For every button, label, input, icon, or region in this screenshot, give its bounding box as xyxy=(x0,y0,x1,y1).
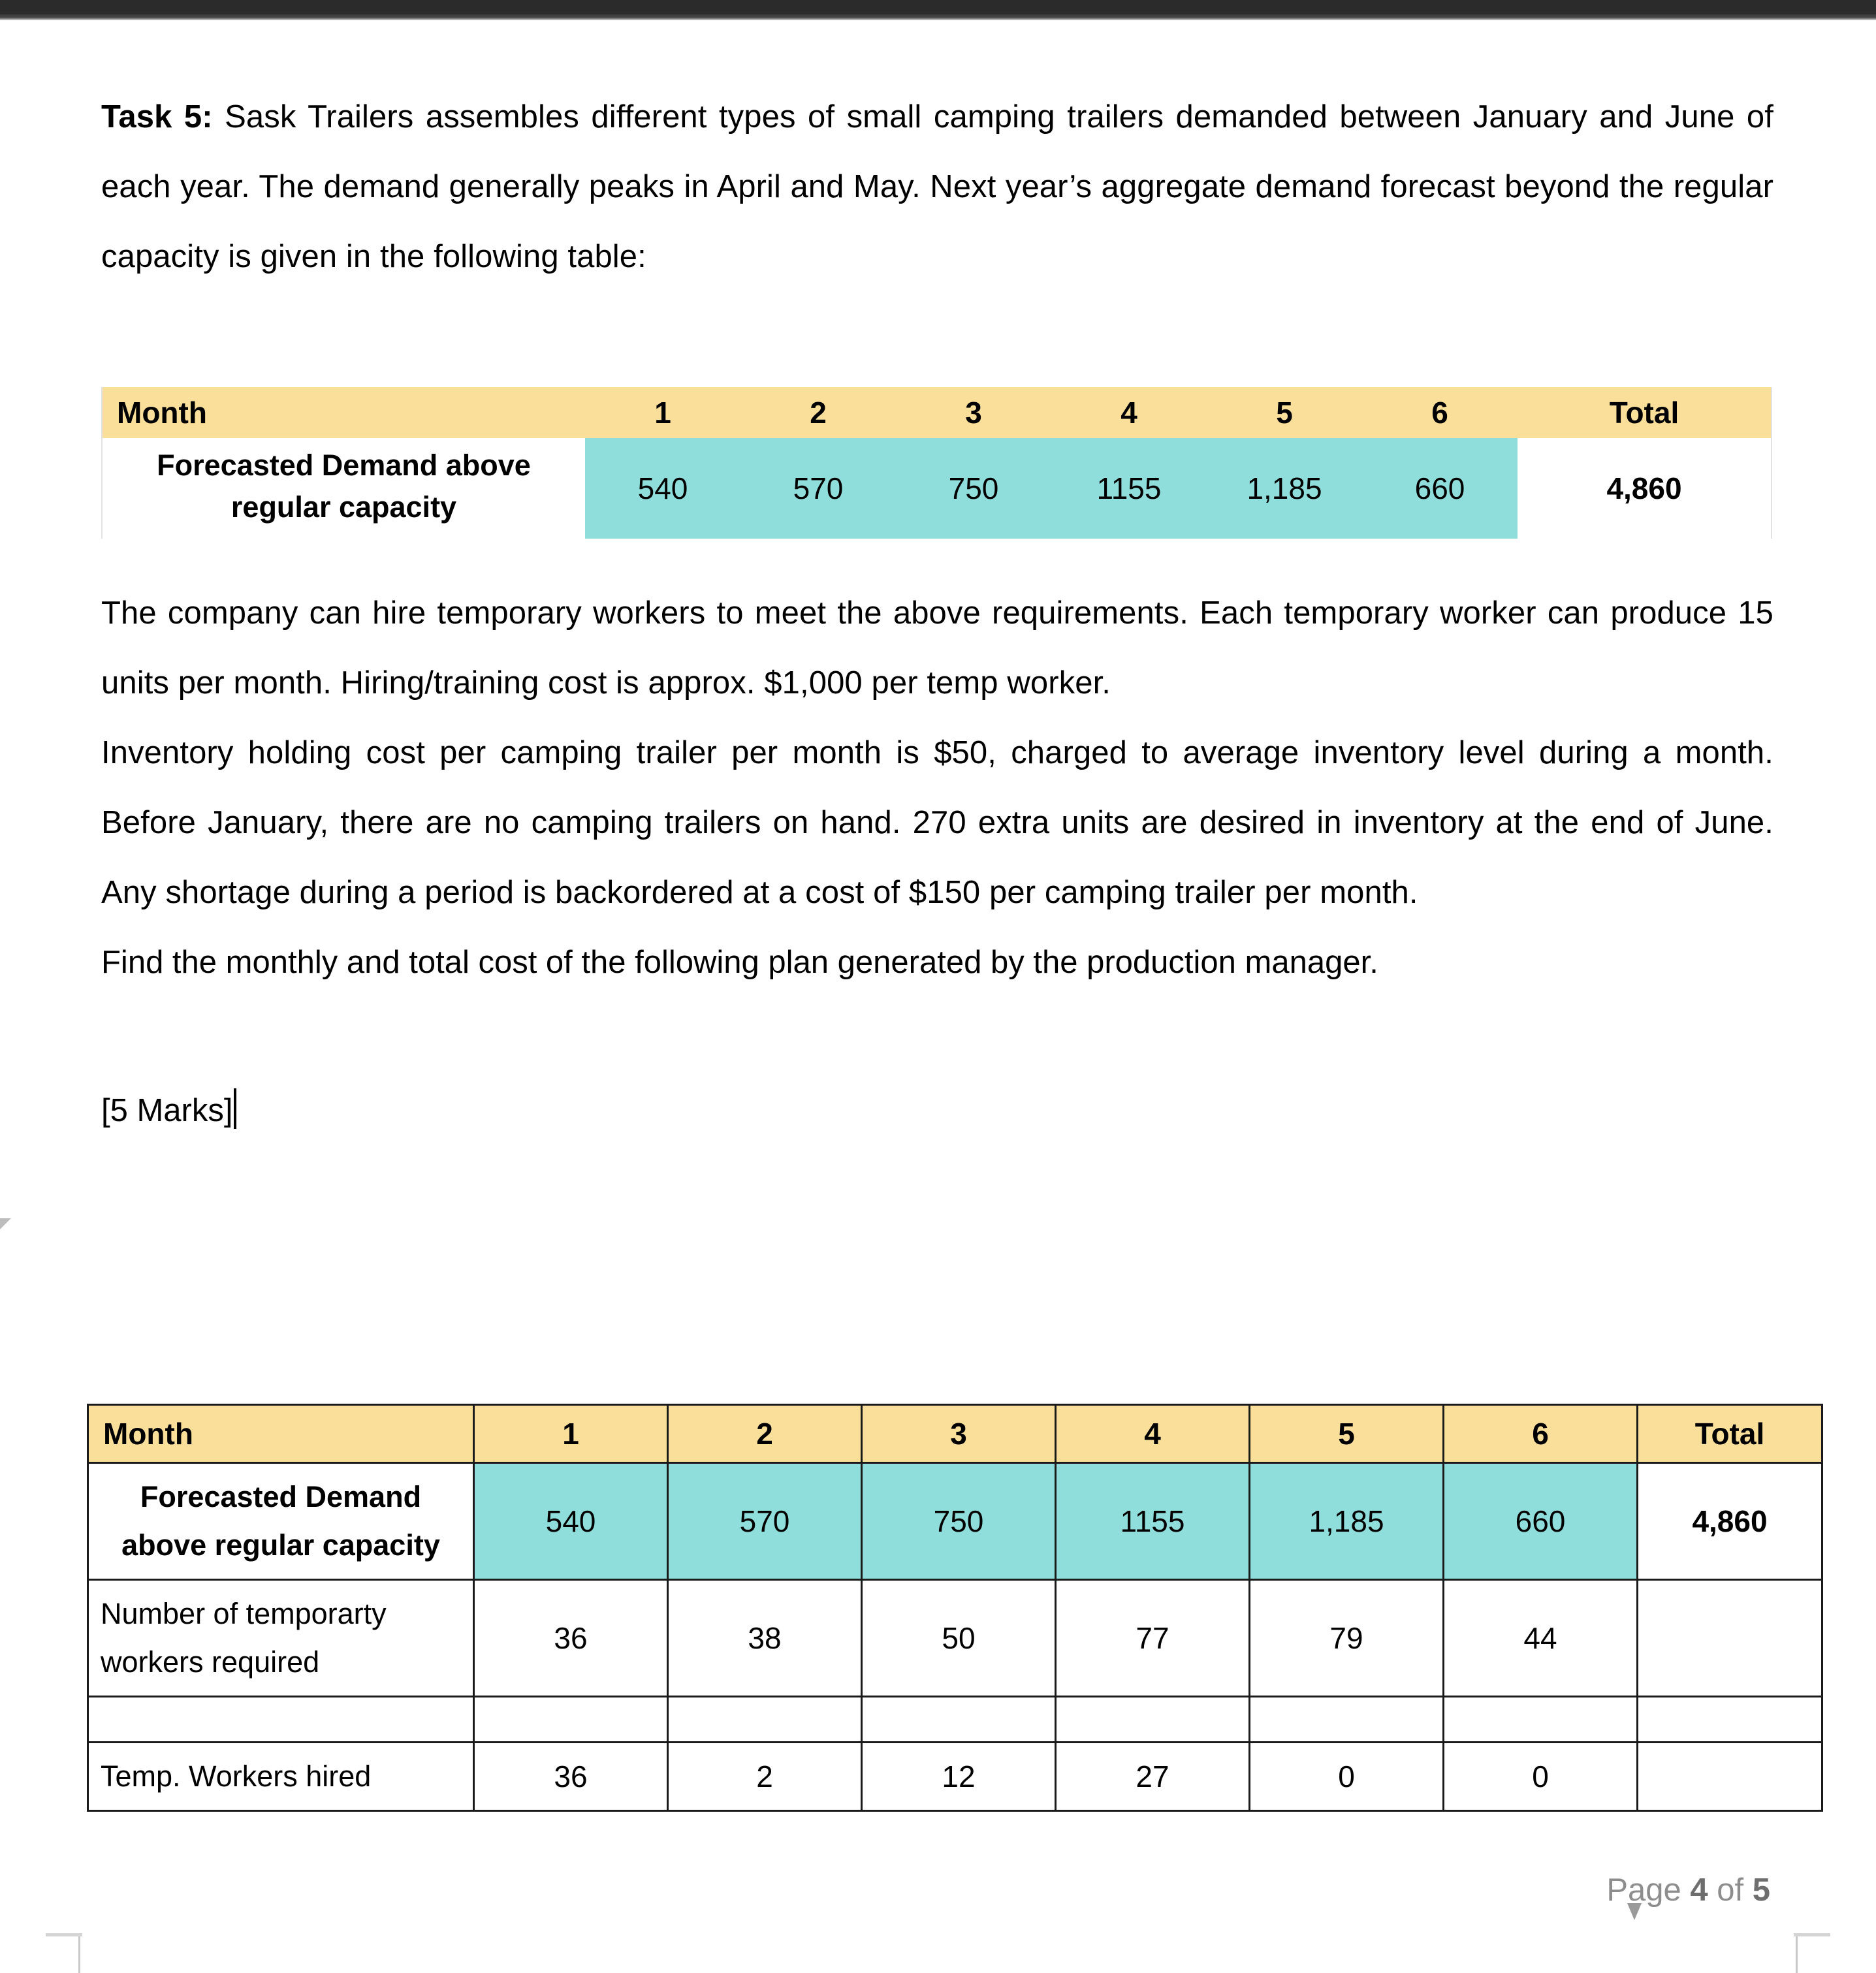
paragraph-gap xyxy=(101,998,1773,1076)
mouse-cursor-icon xyxy=(1627,1903,1642,1920)
header-month-label: Month xyxy=(102,387,585,438)
task-label: Task 5: xyxy=(101,99,213,134)
row-label-line1: Number of temporarty xyxy=(101,1597,387,1630)
header-total: Total xyxy=(1638,1405,1822,1463)
table-row xyxy=(88,1463,1822,1580)
header-month-5: 5 xyxy=(1207,387,1362,438)
hired-total xyxy=(1638,1743,1822,1811)
header-month-5: 5 xyxy=(1250,1405,1444,1463)
empty-m5 xyxy=(1250,1697,1444,1743)
page-total: 5 xyxy=(1752,1872,1770,1908)
table-row xyxy=(102,438,1772,539)
row-label-workers-required xyxy=(88,1580,474,1697)
empty-total xyxy=(1638,1697,1822,1743)
paragraph-inventory-text: Inventory holding cost per camping trailer per month is $50, charged to average inventory level during a month. Before January, there are no camping trailers on hand. 270 extra units are desired in inventory at the end of June. Any shortage during a period is backordered at a cost of $150 per camping trailer per month. xyxy=(101,735,1773,910)
header-month-6: 6 xyxy=(1362,387,1518,438)
hired-m5: 0 xyxy=(1250,1743,1444,1811)
demand-m3: 750 xyxy=(862,1463,1056,1580)
workers-required-m6: 44 xyxy=(1444,1580,1638,1697)
text-cursor xyxy=(234,1088,236,1129)
table-row xyxy=(88,1580,1822,1697)
header-month-label: Month xyxy=(88,1405,474,1463)
row-label-line2: workers required xyxy=(101,1645,320,1679)
hired-m6: 0 xyxy=(1444,1743,1638,1811)
demand-m2: 570 xyxy=(668,1463,862,1580)
table-row-header xyxy=(102,387,1772,438)
hired-m3: 12 xyxy=(862,1743,1056,1811)
row-label-forecasted-demand xyxy=(88,1463,474,1580)
table-row xyxy=(88,1697,1822,1743)
workers-required-m1: 36 xyxy=(474,1580,668,1697)
change-marker-triangle-icon xyxy=(0,1218,11,1229)
empty-m4 xyxy=(1056,1697,1250,1743)
demand-m2: 570 xyxy=(740,438,896,539)
empty-m3 xyxy=(862,1697,1056,1743)
row-label-line1: Forecasted Demand xyxy=(140,1480,422,1513)
margin-corner-bottom-left xyxy=(46,1933,82,1973)
paragraph-intro xyxy=(101,82,1773,292)
workers-required-m5: 79 xyxy=(1250,1580,1444,1697)
demand-m4: 1155 xyxy=(1056,1463,1250,1580)
demand-total: 4,860 xyxy=(1638,1463,1822,1580)
empty-m2 xyxy=(668,1697,862,1743)
header-month-6: 6 xyxy=(1444,1405,1638,1463)
demand-m1: 540 xyxy=(474,1463,668,1580)
marks-text: [5 Marks] xyxy=(101,1093,233,1128)
paragraph-find-cost: Find the monthly and total cost of the following plan generated by the production manager. xyxy=(101,945,1378,980)
demand-m4: 1155 xyxy=(1051,438,1207,539)
row-label-forecasted-demand xyxy=(102,438,585,539)
document-body xyxy=(101,82,1773,292)
header-month-2: 2 xyxy=(740,387,896,438)
page-current: 4 xyxy=(1690,1872,1708,1908)
demand-m5: 1,185 xyxy=(1207,438,1362,539)
table-row xyxy=(88,1743,1822,1811)
header-total: Total xyxy=(1518,387,1772,438)
header-month-4: 4 xyxy=(1051,387,1207,438)
demand-total: 4,860 xyxy=(1518,438,1772,539)
document-page xyxy=(0,20,1876,1955)
paragraph-inventory xyxy=(101,718,1773,928)
demand-m1: 540 xyxy=(585,438,740,539)
page-prefix: Page xyxy=(1606,1872,1691,1908)
hired-m4: 27 xyxy=(1056,1743,1250,1811)
demand-m6: 660 xyxy=(1362,438,1518,539)
hired-m1: 36 xyxy=(474,1743,668,1811)
paragraph-intro-text: Sask Trailers assembles different types of small camping trailers demanded between January and June of each year. The demand generally peaks in April and May. Next year’s aggregate demand forecast beyond the regular capacity is given in the following table: xyxy=(101,99,1773,274)
row-label-line2: regular capacity xyxy=(231,490,457,524)
row-label-line1: Forecasted Demand above xyxy=(157,449,531,482)
paragraph-hiring: The company can hire temporary workers to meet the above requirements. Each temporary worker can produce 15 units per month. Hiring/training cost is approx. $1,000 per temp worker. xyxy=(101,595,1773,701)
workers-required-m4: 77 xyxy=(1056,1580,1250,1697)
header-month-1: 1 xyxy=(585,387,740,438)
forecast-table-top xyxy=(101,387,1771,539)
hired-m2: 2 xyxy=(668,1743,862,1811)
workers-required-m2: 38 xyxy=(668,1580,862,1697)
window-titlebar-shadow xyxy=(0,14,1876,20)
row-label-temp-workers-hired: Temp. Workers hired xyxy=(88,1743,474,1811)
table-forecast-summary xyxy=(101,387,1772,539)
demand-m3: 750 xyxy=(896,438,1051,539)
workers-required-m3: 50 xyxy=(862,1580,1056,1697)
document-body-lower xyxy=(101,578,1773,1146)
page-middle: of xyxy=(1708,1872,1753,1908)
row-label-line2: above regular capacity xyxy=(121,1528,440,1562)
marks-line xyxy=(101,1076,1773,1146)
empty-m6 xyxy=(1444,1697,1638,1743)
header-month-4: 4 xyxy=(1056,1405,1250,1463)
demand-m6: 660 xyxy=(1444,1463,1638,1580)
row-label-empty xyxy=(88,1697,474,1743)
header-month-2: 2 xyxy=(668,1405,862,1463)
header-month-3: 3 xyxy=(896,387,1051,438)
workers-required-total xyxy=(1638,1580,1822,1697)
header-month-1: 1 xyxy=(474,1405,668,1463)
empty-m1 xyxy=(474,1697,668,1743)
margin-corner-bottom-right xyxy=(1794,1933,1830,1973)
header-month-3: 3 xyxy=(862,1405,1056,1463)
demand-m5: 1,185 xyxy=(1250,1463,1444,1580)
table-production-plan xyxy=(87,1404,1823,1812)
window-titlebar xyxy=(0,0,1876,14)
table-row-header xyxy=(88,1405,1822,1463)
production-plan-table xyxy=(87,1404,1768,1812)
